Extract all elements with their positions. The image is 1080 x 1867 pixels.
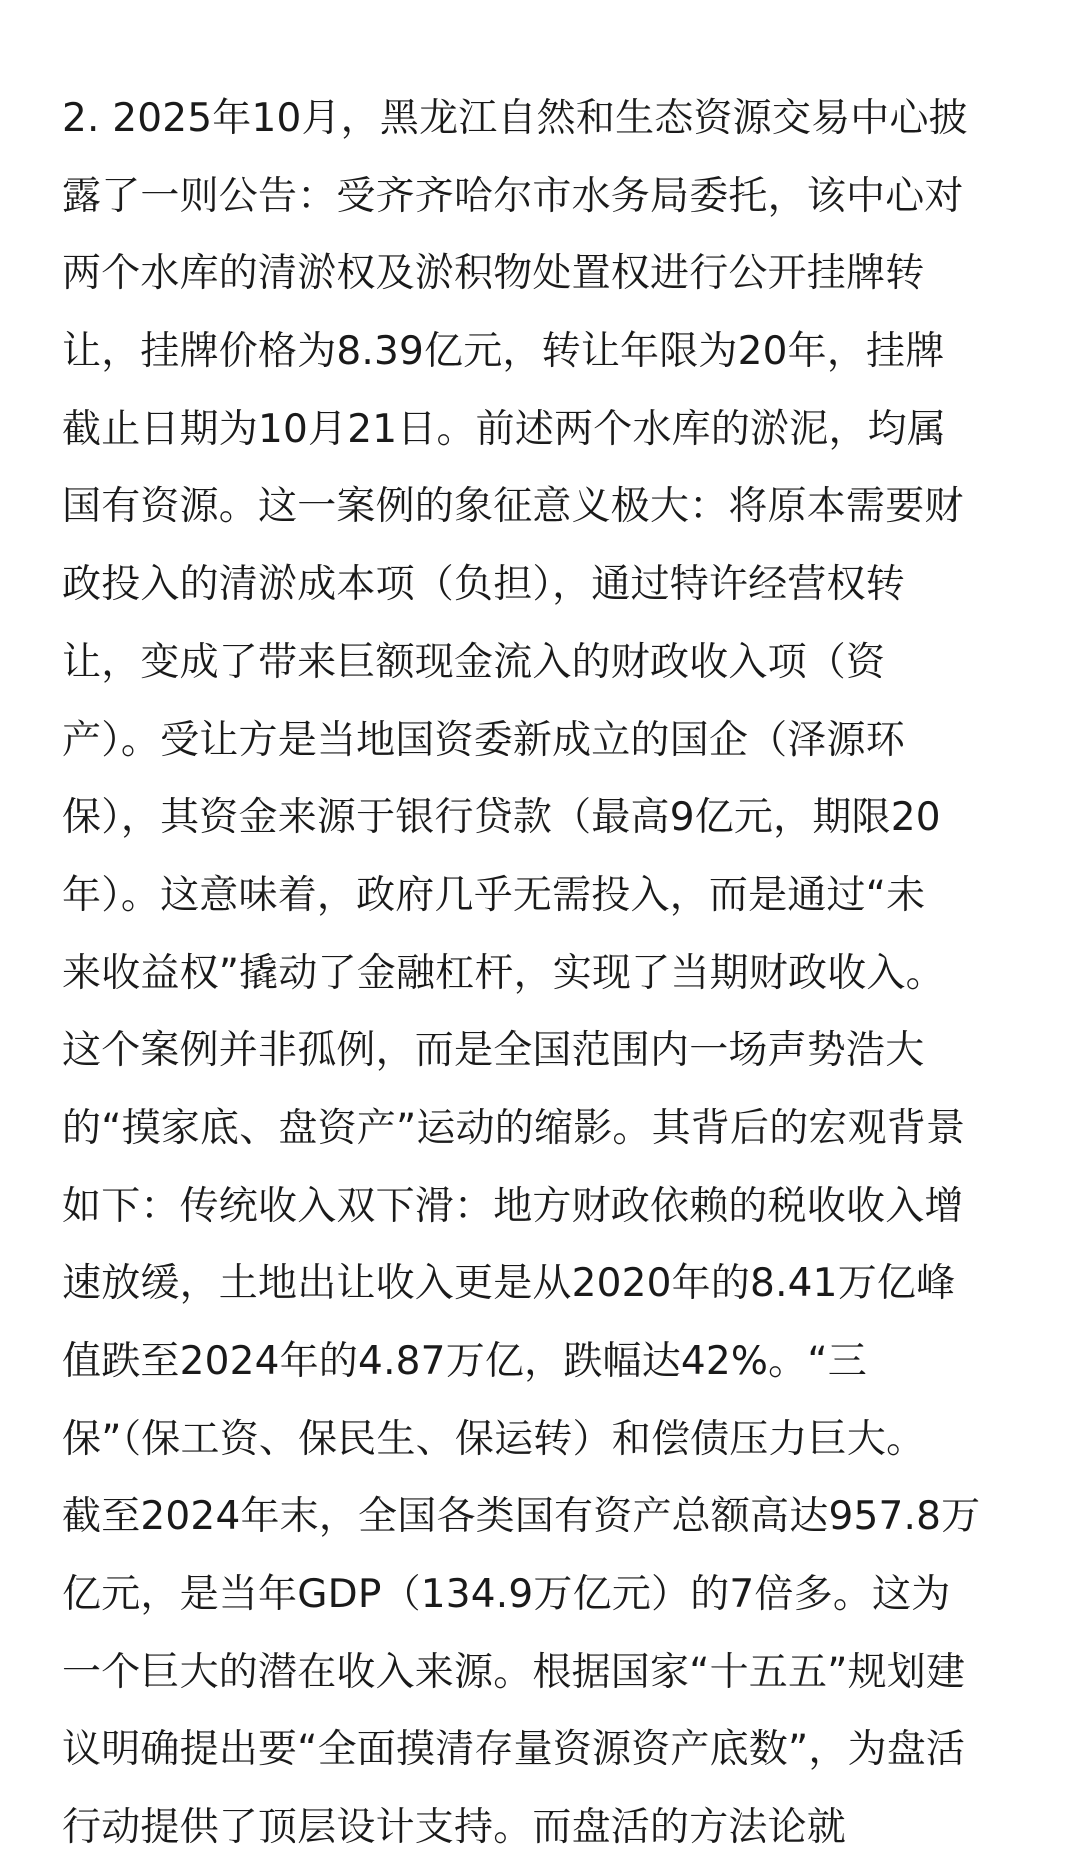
text-line: 保”（保工资、保民生、保运转）和偿债压力巨大。	[62, 1416, 926, 1462]
text-line: 截至2024年末，全国各类国有资产总额高达957.8万	[62, 1494, 981, 1540]
text-line: 保），其资金来源于银行贷款（最高9亿元，期限20	[62, 795, 941, 841]
text-line: 行动提供了顶层设计支持。而盘活的方法论就	[62, 1805, 847, 1851]
text-line: 产）。受让方是当地国资委新成立的国企（泽源环	[62, 717, 905, 763]
text-line: 年）。这意味着，政府几乎无需投入，而是通过“未	[62, 872, 926, 918]
text-line: 的“摸家底、盘资产”运动的缩影。其背后的宏观背景	[62, 1105, 966, 1151]
text-line: 来收益权”撬动了金融杠杆，实现了当期财政收入。	[62, 950, 945, 996]
text-line: 一个巨大的潜在收入来源。根据国家“十五五”规划建	[62, 1649, 966, 1695]
text-line: 值跌至2024年的4.87万亿，跌幅达42%。“三	[62, 1339, 867, 1384]
text-line: 国有资源。这一案例的象征意义极大：将原本需要财	[62, 484, 964, 530]
text-line: 露了一则公告：受齐齐哈尔市水务局委托，该中心对	[62, 173, 964, 219]
text-line: 让，挂牌价格为8.39亿元，转让年限为20年，挂牌	[62, 329, 945, 375]
text-line: 亿元，是当年GDP（134.9万亿元）的7倍多。这为	[62, 1572, 951, 1618]
text-line: 两个水库的清淤权及淤积物处置权进行公开挂牌转	[62, 251, 925, 297]
text-line: 如下：传统收入双下滑：地方财政依赖的税收收入增	[62, 1183, 964, 1229]
text-line: 议明确提出要“全面摸清存量资源资产底数”，为盘活	[62, 1727, 966, 1773]
text-line: 政投入的清淤成本项（负担），通过特许经营权转	[62, 562, 905, 608]
text-line: 速放缓，土地出让收入更是从2020年的8.41万亿峰	[62, 1261, 956, 1307]
text-line: 这个案例并非孤例，而是全国范围内一场声势浩大	[62, 1028, 925, 1074]
text-line: 截止日期为10月21日。前述两个水库的淤泥，均属	[62, 406, 947, 452]
article-body	[62, 80, 1032, 1867]
text-line: 2. 2025年10月，黑龙江自然和生态资源交易中心披	[62, 96, 968, 141]
text-line: 让，变成了带来巨额现金流入的财政收入项（资	[62, 639, 886, 685]
